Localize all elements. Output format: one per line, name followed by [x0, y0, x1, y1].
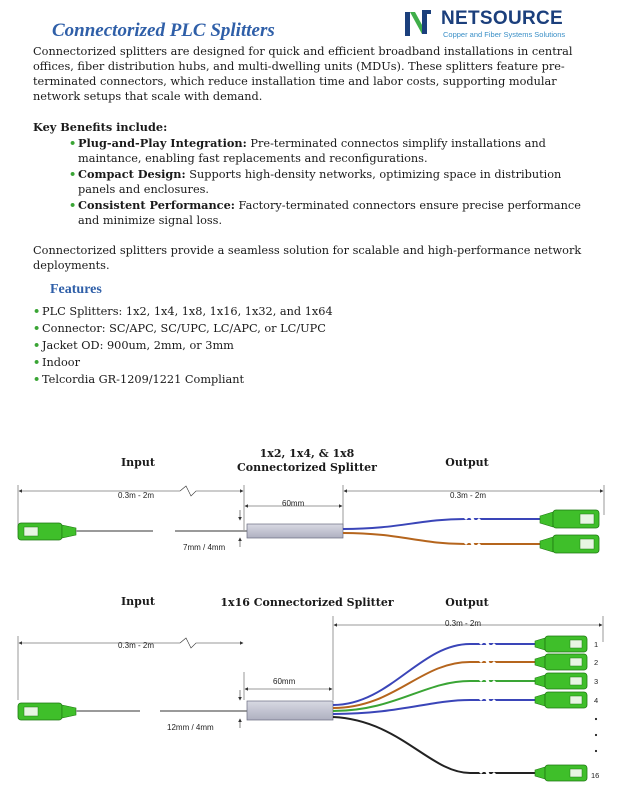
diagram1 [18, 485, 604, 553]
diagram2-output-label: Output [445, 596, 489, 609]
page-title: Connectorized PLC Splitters [52, 20, 275, 41]
diagram1-input-length: 0.3m - 2m [118, 491, 155, 500]
diagram1-diameter: 7mm / 4mm [183, 543, 226, 552]
intro-paragraph: Connectorized splitters are designed for quick and efficient broadband installations in central offices, fiber distribution hubs, and multi-dwelling units (MDUs). These splitters feature pre-terminated connectors, which reduce installation time and labor costs, supporting modular network setups that scale with demand. [33, 45, 573, 103]
diagram1-title-line2: Connectorized Splitter [237, 461, 377, 474]
benefit-title: Plug-and-Play Integration: [78, 136, 247, 150]
list-item: • Jacket OD: 900um, 2mm, or 3mm [33, 338, 234, 352]
sc-connector-icon [535, 692, 587, 708]
sc-connector-icon [535, 636, 587, 652]
diagram2-input-label: Input [121, 595, 155, 608]
diagram1-output-length: 0.3m - 2m [450, 491, 487, 500]
list-item: • PLC Splitters: 1x2, 1x4, 1x8, 1x16, 1x32, and 1x64 [33, 304, 333, 318]
sc-connector-icon [535, 765, 587, 781]
diagram2-output-length: 0.3m - 2m [445, 619, 482, 628]
diagram2-input-length: 0.3m - 2m [118, 641, 155, 650]
bullet-icon: • [33, 355, 41, 369]
diagram1-body-length: 60mm [282, 499, 305, 508]
splitter-body [247, 524, 343, 538]
benefit-title: Compact Design: [78, 167, 186, 181]
diagram1-title-line1: 1x2, 1x4, & 1x8 [259, 447, 355, 460]
bullet-icon: • [69, 167, 77, 181]
splitter-body [247, 701, 333, 720]
port-label: 1 [594, 640, 599, 649]
logo-tagline: Copper and Fiber Systems Solutions [443, 30, 566, 39]
port-label: 16 [591, 771, 600, 780]
closing-paragraph: Connectorized splitters provide a seamless solution for scalable and high-performance network deployments. [33, 244, 582, 272]
bullet-icon: • [33, 372, 41, 386]
bullet-icon: • [69, 136, 77, 150]
sc-connector-icon [540, 535, 599, 553]
logo-name: NETSOURCE [441, 8, 563, 29]
bullet-icon: • [69, 198, 77, 212]
diagram2-title: 1x16 Connectorized Splitter [220, 596, 394, 609]
diagram2 [18, 616, 603, 781]
sc-connector-icon [535, 673, 587, 689]
bullet-icon: • [33, 321, 41, 335]
sc-connector-icon [535, 654, 587, 670]
port-label: 3 [594, 677, 599, 686]
diagram2-body-length: 60mm [273, 677, 296, 686]
port-label: 2 [594, 658, 599, 667]
list-item: • Indoor [33, 355, 80, 369]
list-item: • Connector: SC/APC, SC/UPC, LC/APC, or LC/UPC [33, 321, 326, 335]
diagram2-diameter: 12mm / 4mm [167, 723, 214, 732]
bullet-icon: • [33, 304, 41, 318]
benefit-text: Supports high-density networks, optimizing space in distribution panels and enclosures. [78, 168, 562, 196]
diagram1-output-label: Output [445, 456, 489, 469]
diagram1-input-label: Input [121, 456, 155, 469]
benefit-text: Pre-terminated connectos simplify installations and maintance, enabling fast replacements and reconfigurations. [78, 137, 546, 165]
bullet-icon: • [33, 338, 41, 352]
benefit-title: Consistent Performance: [78, 198, 235, 212]
port-label: 4 [594, 696, 599, 705]
list-item: • Telcordia GR-1209/1221 Compliant [33, 372, 245, 386]
benefit-text: Factory-terminated connectors ensure precise performance and minimize signal loss. [78, 199, 581, 227]
sc-connector-icon [540, 510, 599, 528]
features-heading: Features [50, 282, 102, 297]
benefits-heading: Key Benefits include: [33, 120, 168, 134]
